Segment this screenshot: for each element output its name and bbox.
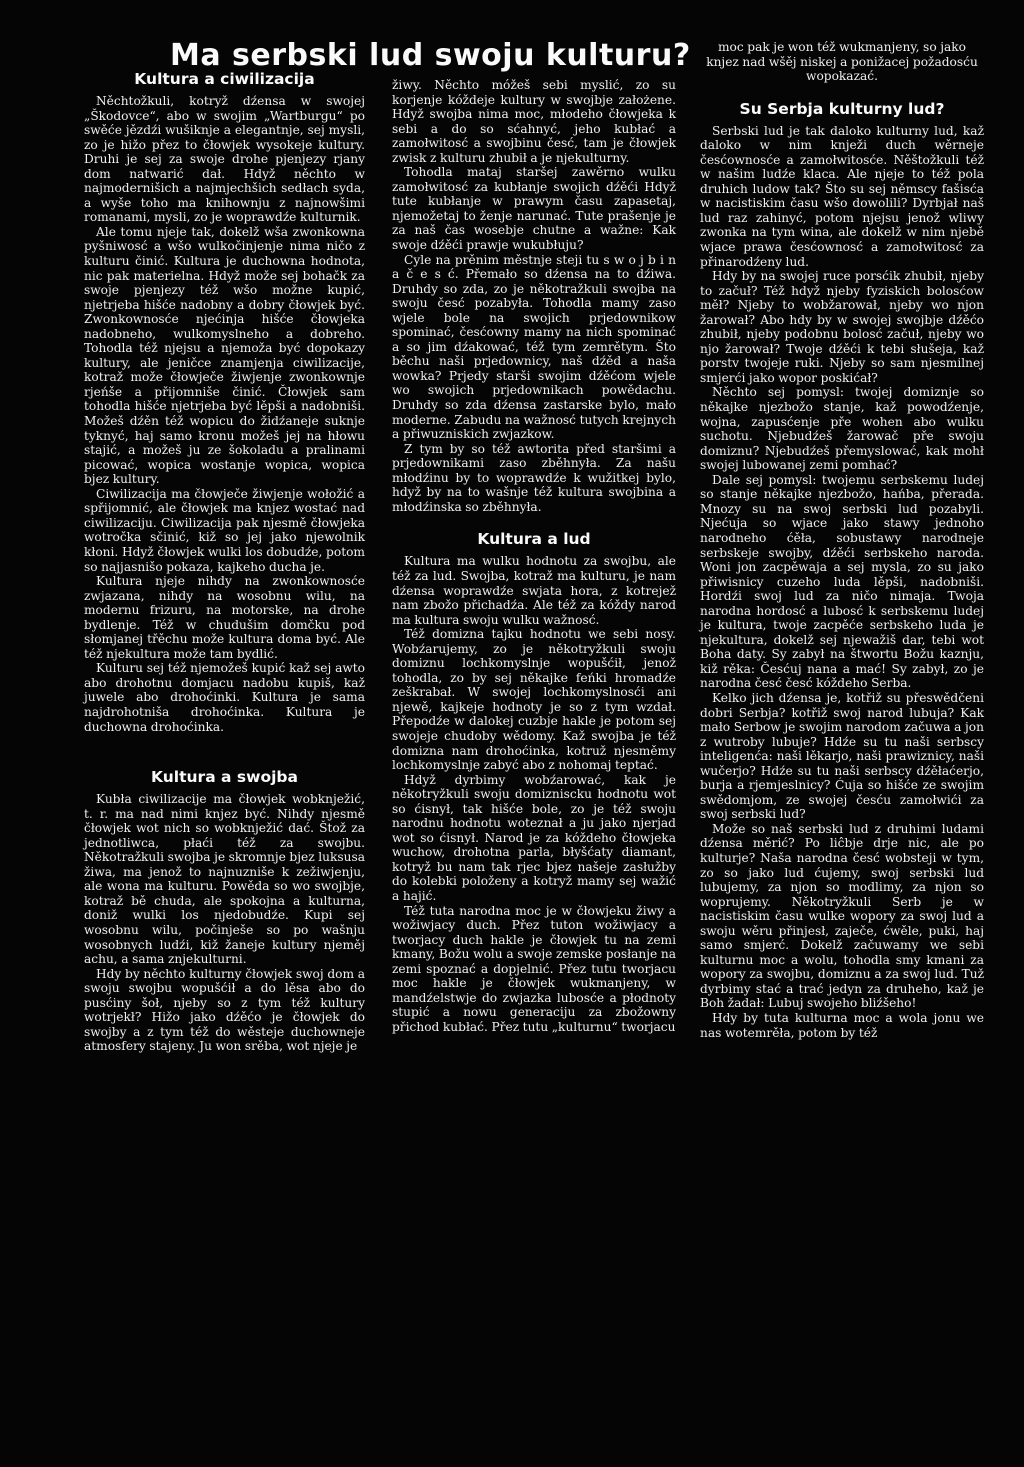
paragraph: Kulturu sej též njemožeš kupić kaž sej awto abo drohotnu domjacu nadobu kupiš, kaž juwele abo drohoćinki. Kultura je sama najdrohotniša drohoćinka. Kultura je duchowna drohoćinka. [84, 661, 365, 734]
paragraph: Može so naš serbski lud z druhimi ludami dźensa měrić? Po liĉbje drje nic, ale po kulturje? Naša narodna česć wobsteji w tym, zo so jako lud ćujemy, swoj serbski lud lubujemy, za njon so modlimy, za njon so woprujemy. Někotryžkuli Serb je w nacistiskim času wulke wopory za swoj lud a swoju wěru přinjesł, zaječe, ćwěle, puki, haj samo smjerć. Dokelž začuwamy we sebi kulturnu moc a wolu, tohodla smy kmani za wopory za swojbu, domiznu a za swoj lud. Tuž dyrbimy stać a trać jedyn za druheho, kaž je Boh žadał: Lubuj swojeho bliźšeho! [700, 821, 984, 1011]
section-heading-kultura-ciwilizacija: Kultura a ciwilizacija [134, 70, 315, 88]
section-heading-kultura-lud: Kultura a lud [477, 530, 591, 549]
paragraph: Serbski lud je tak daloko kulturny lud, kaž daloko w nim knježi duch wěrneje česćownosće a zamołwitosće. Něštožkuli též w našim ludźe klaca. Ale njeje to též pola druhich ludow tak? Što su sej němscy fašisća w nacistiskim času wšo dowolili? Dyrbjał naš lud raz zahinyć, potom njejsu jenož wliwy zwonka na tym wina, ale dokelž w nim njebě wjace prawa česćownosć a zamołwitosć za přinarodźeny lud. [700, 123, 984, 269]
paragraph: Kubła ciwilizacije ma čłowjek wobknježić, t. r. ma nad nimi knjez być. Nihdy njesmě čłowjek wot nich so wobknježić dać. Štož za jednotliwca, płaći též za swojbu. Někotražkuli swojba je skromnje bjez luksusa žiwa, ma jenož to najnuzniše k zežiwjenju, ale wona ma kulturu. Powěda so wo swojbje, kotraž bě chuda, ale spokojna a kulturna, doniž wulki los njedobudźe. Kupi sej wosobnu wilu, počinješe so po wašnju wosobnych ludźi, kiž žaneje kultury njeměj achu, a sama znjekulturni. [84, 792, 365, 967]
paragraph: Kultura njeje nihdy na zwonkownosće zwjazana, nihdy na wosobnu wilu, na modernu frizuru, na motorske, na drohe bydlenje. Též w chudušim domčku pod słomjanej třěchu može kultura doma być. Ale též njekultura može tam bydlić. [84, 574, 365, 661]
paragraph: Ciwilizacija ma čłowječe žiwjenje wołožić a spřijomnić, ale čłowjek ma knjez wostać nad ciwilizaciju. Ciwilizacija pak njesmě čłowjeka wotročka sčinić, kiž so jej jako njewolnik kłoni. Hdyž čłowjek wulki los dobudźe, potom so najjasnišo pokaza, kajkeho ducha je. [84, 486, 365, 574]
section-heading-kultura-swojba: Kultura a swojba [151, 768, 298, 787]
paragraph: moc pak je won též wukmanjeny, so jako knjez nad wšěj niskej a ponižacej požadosću wopokazać. [706, 40, 978, 84]
paragraph: Něchto sej pomysl: twojej domiznje so někajke njezbožo stanje, kaž powodźenje, wojna, zapusćenje pře wohen abo wulku suchotu. Njebudźeš žarowač pře swoju domiznu? Njebudźeš přemyslować, kak mohł swojej lubowanej zemi pomhać? [700, 385, 984, 473]
paragraph: Něchtožkuli, kotryž dźensa w swojej „Škodovce“, abo w swojim „Wartburgu“ po swěće jězdźi wušiknje a elegantnje, sej mysli, zo je hižo přez to čłowjek wysokeje kultury. Druhi je sej za swoje drohe pjenjezy rjany dom natwarić dał. Hdyž něchto w najmodernišich a najmjechšich sedłach syda, a wyše toho ma knihownju z najnowšimi romanami, mysli, zo je woprawdźe kulturnik. [84, 94, 365, 225]
paragraph: Hdy by tuta kulturna moc a wola jonu we nas wotemrěła, potom by též [700, 1011, 984, 1040]
paragraph: Též tuta narodna moc je w čłowjeku žiwy a wožiwjacy duch. Přez tuton wožiwjacy a tworjacy duch hakle je čłowjek tu na zemi kmany, Božu wolu a swoje zemske posłanje na zemi spoznać a dopjelnić. Přez tutu tworjacu moc hakle je čłowjek wukmanjeny, w mandźelstwje do zwjazka lubosće a płodnoty stupić a nowu generaciju za zbožowny přichod kubłać. Přez tutu „kulturnu“ tworjacu [392, 903, 676, 1034]
column-middle [392, 78, 676, 1034]
section-heading-su-serbja: Su Serbja kulturny lud? [739, 99, 945, 118]
paragraph: Hdy by na swojej ruce porsćik zhubił, njeby to začuł? Též hdyž njeby fyziskich bolosćow měł? Njeby to wobžarował, njeby wo njon žarował? Abo hdy by w swojej swojbje dźěćo zhubił, njeby podobnu bolosć začuł, njeby wo njo žarował? Twoje dźěći k tebi słušeja, kaž porstv twojeje ruki. Njeby so sam njesmilnej smjerći jako wopor poskićał? [700, 269, 984, 385]
paragraph: Kultura ma wulku hodnotu za swojbu, ale též za lud. Swojba, kotraž ma kulturu, je nam dźensa woprawdźe swjata hora, z kotrejež nam zbožo přichadźa. Ale též za kóždy narod ma kultura swoju wulku wažnosć. [392, 554, 676, 627]
paragraph: žiwy. Něchto móžeš sebi myslić, zo su korjenje kóždeje kultury w swojbje założene. Hdyž swojba nima moc, młodeho čłowjeka k sebi a do so sćahnyć, jeho kubłać a zamołwitosć a swojbinu česć, tam je čłowjek zwisk z kulturu zhubił a je njekulturny. [392, 78, 676, 165]
paragraph: Dale sej pomysl: twojemu serbskemu ludej so stanje někajke njezbožo, hańba, přerada. Mnozy su na swoj serbski lud pozabyli. Njećuja so wjace jako stawy jednoho narodneho ćěła, sobustawy narodneje serbskeje swojby, dźěći serbskeho naroda. Woni jon zacpěwaja a sej mysla, zo su jako přiwisnicy cuzeho luda lěpši, nadobniši. Hordźi swoj lud za ničo nimaja. Twoja narodna hordosć a lubosć k serbskemu ludej je kultura, twoje zacpěće serbskeho luda je njekultura, dokelž sej njewažiš dar, tebi wot Boha daty. Sy zabył na štwortu Božu kaznju, kiž rěka: Česćuj nana a mać! Sy zabył, zo je narodna česć česć kóždeho Serba. [700, 472, 984, 691]
paragraph: Ale tomu njeje tak, dokelž wša zwonkowna pyšniwosć a wšo wulkočinjenje nima ničo z kulturu činić. Kultura je duchowna hodnota, nic pak materielna. Hdyž može sej bohačk za swoje pjenjezy též wšo možne kupić, njetrjeba hišće nadobny a dobry čłowjek być. Zwonkownosće njećinja hišće čłowjeka nadobneho, wulkomyslneho a dobreho. Tohodla též njejsu a njemoža być dopokazy kultury, ale jeničce znamjenja ciwilizacije, kotraž može čłowječe žiwjenje zwonkownje rjeńše a přijomniše činić. Čłowjek sam tohodla hišće njetrjeba być lěpši a nadobniši. Možeš dźěn též wopicu do židźaneje suknje tyknyć, haj samo kronu možeš jej na hłowu stajić, a možeš ju ze šokoladu a pralinami picować, wopica wostanje wopica, wopica bjez kultury. [84, 224, 365, 487]
paragraph: Tohodla mataj staršej zawěrno wulku zamołwitosć za kubłanje swojich dźěći Hdyž tute kubłanje w prawym času zapasetaj, njemožetaj to ženje narunać. Tute prašenje je za naš čas wosebje chutne a wažne: Kak swoje dźěći prawje wukubłuju? [392, 165, 676, 253]
column-left [84, 70, 365, 1054]
column-right [700, 40, 984, 1040]
paragraph: Též domizna tajku hodnotu we sebi nosy. Wobźarujemy, zo je někotryžkuli swoju domiznu lochkomyslnje wopušćił, jenož tohodla, zo by sej někajke feńki hromadźe zeškrabał. W swojej lochkomyslnosći ani njewě, kajkeje hodnoty je so z tym wzdał. Přepodźe w dalokej cuzbje hakle je potom sej swojeje chudoby wědomy. Kaž swojba je též domizna nam drohoćinka, kotruž njesměmy lochkomyslnje zabyć abo z nohomaj teptać. [392, 627, 676, 773]
paragraph: Cyle na prěnim městnje steji tu s w o j b i n a č e s ć. Přemało so dźensa na to dźiwa. Druhdy so zda, zo je někotražkuli swojba na swoju česć pozabyła. Tohodla mamy zaso wjele bole na swojich prjedownikow spominać, česćowny mamy na nich spominać a so jim dźakować, též tym zemrětym. Što běchu naši prjedownicy, naš dźěd a naša wowka? Prjedy starši swojim dźěćom wjele wo swojich prjedownikach powědachu. Druhdy so zda dźensa zastarske bylo, mało moderne. Zabudu na wažnosć tutych krejnych a přiwuzniskich zwjazkow. [392, 252, 676, 442]
paragraph: Z tym by so též awtorita před staršimi a prjedownikami zaso zběhnyła. Za našu młodźinu by to woprawdźe k wužitkej bylo, hdyž by na to wašnje též kultura swojbina a młodźinska so zběhnyła. [392, 441, 676, 514]
paragraph: Kelko jich dźensa je, kotřiž su přeswědčeni dobri Serbja? kotřiž swoj narod lubuja? Kak mało Serbow je swojim narodom začuwa a jon z wutroby lubuje? Hdźe su tu naši serbscy inteligenća: naši lěkarjo, naši prawiznicy, naši wučerjo? Hdźe su tu naši serbscy dźěłaćerjo, burja a rjemjeslnicy? Ćuja so hišće ze swojim swědomjom, ze swojej česću zamołwići za swoj serbski lud? [700, 690, 984, 822]
paragraph: Hdyž dyrbimy wobźarować, kak je někotryžkuli swoju domizniscku hodnotu wot so ćisnył, tak hišće bole, zo je též swoju narodnu hodnotu woteznał a ju jako njerjad wot so ćisnył. Narod je za kóždeho čłowjeka wuchow, drohotna parla, błyšćaty diamant, kotryž bu nam tak rjec bjez našeje zasłužby do kolebki položeny a kotryž mamy sej wažić a hajić. [392, 772, 676, 903]
paragraph: Hdy by něchto kulturny čłowjek swoj dom a swoju swojbu wopušćił a do lěsa abo do pusćiny šoł, njeby so z tym též kultury wotrjekł? Hižo jako dźěćo je čłowjek do swojby a z tym též do wěsteje duchowneje atmosfery stajeny. Ju won srěba, wot njeje je [84, 966, 365, 1054]
article-title: Ma serbski lud swoju kulturu? [170, 38, 691, 73]
